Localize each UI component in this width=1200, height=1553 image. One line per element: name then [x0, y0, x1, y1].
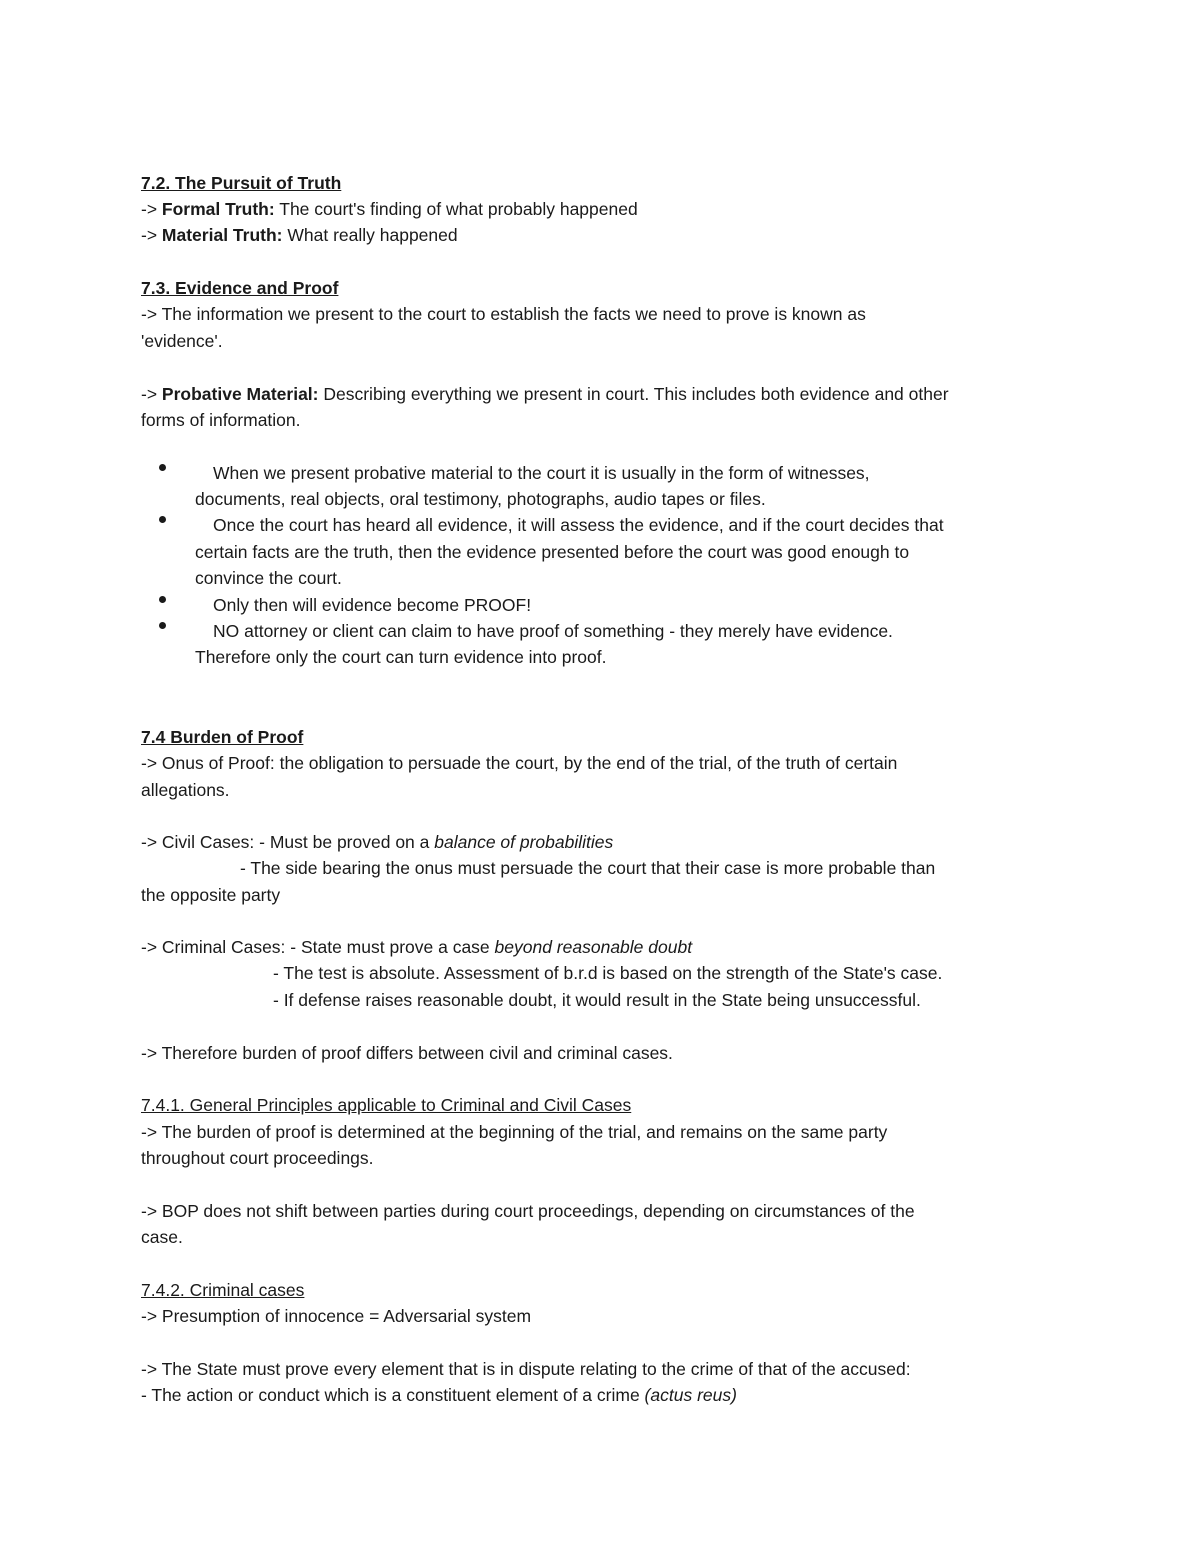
civil-cases-standard: balance of probabilities [434, 832, 614, 852]
presumption-of-innocence-line: -> Presumption of innocence = Adversarial system [141, 1306, 532, 1326]
civil-cases-sub-line-1: - The side bearing the onus must persuade the court that their case is more probable than [240, 858, 936, 878]
formal-truth-text: The court's finding of what probably happened [274, 199, 638, 219]
civil-cases-text: -> Civil Cases: - Must be proved on a [141, 832, 435, 852]
probative-material-line-2: forms of information. [141, 410, 301, 430]
bullet-4-line-1: NO attorney or client can claim to have proof of something - they merely have evidence. [213, 621, 893, 641]
general-principles-p1-line-1: -> The burden of proof is determined at the beginning of the trial, and remains on the same party [141, 1122, 888, 1142]
bullet-2-line-3: convince the court. [195, 568, 342, 588]
general-principles-p2-line-2: case. [141, 1227, 183, 1247]
section-heading-burden-of-proof: 7.4 Burden of Proof [141, 727, 304, 747]
arrow-prefix: -> [141, 225, 162, 245]
section-heading-pursuit-of-truth: 7.2. The Pursuit of Truth [141, 173, 342, 193]
criminal-cases-sub-line-1: - The test is absolute. Assessment of b.r.d is based on the strength of the State's case. [273, 963, 943, 983]
arrow-prefix: -> [141, 199, 162, 219]
bullet-1-line-1: When we present probative material to the court it is usually in the form of witnesses, [213, 463, 870, 483]
criminal-cases-standard: beyond reasonable doubt [494, 937, 693, 957]
evidence-definition-line-1: -> The information we present to the court to establish the facts we need to prove is known as [141, 304, 866, 324]
therefore-line: -> Therefore burden of proof differs between civil and criminal cases. [141, 1043, 673, 1063]
probative-material-line-1 [141, 382, 949, 406]
formal-truth-term: Formal Truth: [161, 199, 275, 219]
general-principles-p1-line-2: throughout court proceedings. [141, 1148, 374, 1168]
arrow-prefix: -> [141, 384, 162, 404]
bullet-1-line-2: documents, real objects, oral testimony, photographs, audio tapes or files. [195, 489, 766, 509]
civil-cases-sub-line-2: the opposite party [141, 885, 281, 905]
general-principles-p2-line-1: -> BOP does not shift between parties during court proceedings, depending on circumstances of the [141, 1201, 915, 1221]
bullet-2-line-2: certain facts are the truth, then the evidence presented before the court was good enough to [195, 542, 910, 562]
bullet-2-line-1: Once the court has heard all evidence, it will assess the evidence, and if the court decides that [213, 515, 944, 535]
bullet-3-line-1: Only then will evidence become PROOF! [213, 595, 532, 615]
probative-material-text: Describing everything we present in court. This includes both evidence and other [318, 384, 949, 404]
actus-reus-text: - The action or conduct which is a constituent element of a crime [141, 1385, 645, 1405]
actus-reus-term: (actus reus) [644, 1385, 737, 1405]
onus-of-proof-line-2: allegations. [141, 780, 230, 800]
bullet-dot [159, 464, 166, 471]
criminal-cases-line [141, 935, 692, 959]
section-heading-general-principles: 7.4.1. General Principles applicable to Criminal and Civil Cases [141, 1095, 632, 1115]
bullet-dot [159, 596, 166, 603]
criminal-cases-sub-line-2: - If defense raises reasonable doubt, it would result in the State being unsuccessful. [273, 990, 921, 1010]
section-heading-evidence-and-proof: 7.3. Evidence and Proof [141, 278, 339, 298]
section-heading-criminal-cases: 7.4.2. Criminal cases [141, 1280, 305, 1300]
formal-truth-line [141, 197, 638, 221]
civil-cases-line [141, 830, 613, 854]
material-truth-text: What really happened [282, 225, 458, 245]
probative-material-term: Probative Material: [161, 384, 319, 404]
bullet-4-line-2: Therefore only the court can turn evidence into proof. [195, 647, 607, 667]
criminal-cases-text: -> Criminal Cases: - State must prove a case [141, 937, 495, 957]
evidence-definition-line-2: 'evidence'. [141, 331, 223, 351]
bullet-dot [159, 516, 166, 523]
bullet-dot [159, 622, 166, 629]
material-truth-term: Material Truth: [161, 225, 283, 245]
onus-of-proof-line-1: -> Onus of Proof: the obligation to persuade the court, by the end of the trial, of the truth of certain [141, 753, 898, 773]
state-must-prove-line: -> The State must prove every element that is in dispute relating to the crime of that of the accused: [141, 1359, 911, 1379]
actus-reus-line [141, 1383, 737, 1407]
material-truth-line [141, 223, 458, 247]
